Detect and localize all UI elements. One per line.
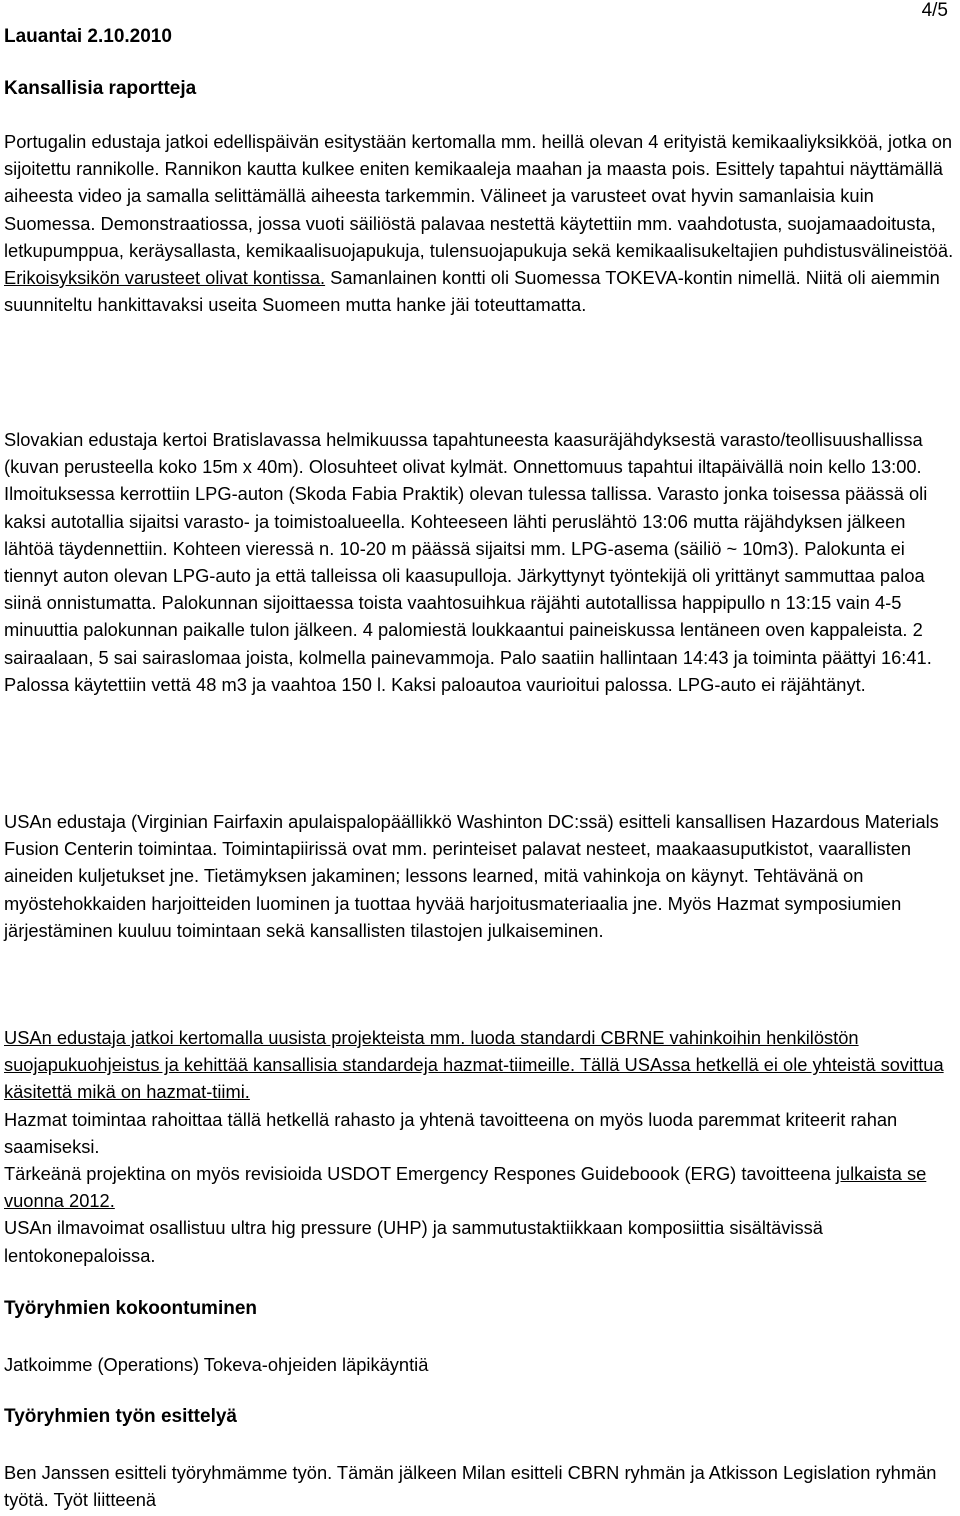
- usa-text: USAn edustaja (Virginian Fairfaxin apulaispalopäällikkö Washinton DC:ssä) esitteli kansallisen Hazardous Materials Fusion Centerin toimintaa. Toimintapiirissä ovat mm. perinteiset palavat nesteet, maakaasuputkistot, vaarallisten aineiden kuljetukset jne. Tietämyksen jakaminen; lessons learned, mitä vahinkoja on käynyt. Tehtävänä on myöstehokkaiden harjoitteiden luominen ja tuottaa hyvää harjoitusmateriaalia jne. Myös Hazmat symposiumien järjestäminen kuuluu toimintaan sekä kansallisten tilastojen julkaiseminen.: [4, 811, 939, 941]
- section-title-national-reports: Kansallisia raportteja: [4, 78, 197, 99]
- usa-projects-underlined: USAn edustaja jatkoi kertomalla uusista projekteista mm. luoda standardi CBRNE vahinkoihin henkilöstön suojapukuohjeistus ja kehittää kansallisia standardeja hazmat-tiimeille. Tällä USAssa hetkellä ei ole yhteistä sovittua käsitettä mikä on hazmat-tiimi.: [4, 1027, 944, 1103]
- section-title-working-group-presentations: Työryhmien työn esittelyä: [4, 1406, 237, 1427]
- portugal-underlined-text: Erikoisyksikön varusteet olivat kontissa.: [4, 267, 326, 289]
- presentations-text: Ben Janssen esitteli työryhmämme työn. Tämän jälkeen Milan esitteli CBRN ryhmän ja Atkisson Legislation ryhmän työtä. Työt liitteenä: [4, 1462, 937, 1511]
- portugal-text: Portugalin edustaja jatkoi edellispäivän esitystään kertomalla mm. heillä olevan 4 erityistä kemikaaliyksikköä, jotka on sijoitettu rannikolle. Rannikon kautta kulkee eniten kemikaaleja maahan ja maasta pois. Esittely tapahtui näyttämällä aiheesta video ja samalla selittämällä aiheesta tarkemmin. Välineet ja varusteet ovat hyvin samanlaisia kuin Suomessa. Demonstraatiossa, jossa vuoti säiliöstä palavaa nestettä käytettiin mm. vaahdotusta, suojamaadoitusta, letkupumppua, keräysallasta, kemikaalisuojapukuja, tulensuojapukuja sekä kemikaalisukeltajien puhdistusvälineistöä.: [4, 131, 954, 261]
- usa-funding-text: Hazmat toimintaa rahoittaa tällä hetkellä rahasto ja yhtenä tavoitteena on myös luoda paremmat kriteerit rahan saamiseksi.: [4, 1108, 898, 1157]
- usa-erg-line: [4, 1160, 956, 1214]
- usa-projects-paragraph: [4, 1024, 956, 1269]
- portugal-paragraph: [4, 128, 956, 318]
- portugal-text-2: Samanlainen kontti oli Suomessa TOKEVA-kontin nimellä. Niitä oli aiemmin suunniteltu hankittavaksi useita Suomeen mutta hanke jäi toteuttamatta.: [4, 267, 940, 316]
- usa-airforce-text: USAn ilmavoimat osallistuu ultra hig pressure (UHP) ja sammutustaktiikkaan komposiittia sisältävissä lentokonepaloissa.: [4, 1217, 823, 1266]
- section-title-working-groups: Työryhmien kokoontuminen: [4, 1298, 258, 1319]
- working-groups-text: Jatkoimme (Operations) Tokeva-ohjeiden läpikäyntiä: [4, 1354, 429, 1375]
- page-number: 4/5: [921, 0, 948, 21]
- document-date: Lauantai 2.10.2010: [4, 26, 172, 47]
- usa-erg-underlined: julkaista se vuonna 2012.: [4, 1163, 927, 1212]
- usa-paragraph: [4, 808, 956, 944]
- slovakia-paragraph: [4, 426, 956, 698]
- slovakia-text: Slovakian edustaja kertoi Bratislavassa helmikuussa tapahtuneesta kaasuräjähdyksestä varasto/teollisuushallissa (kuvan perusteella koko 15m x 40m). Olosuhteet olivat kylmät. Onnettomuus tapahtui iltapäivällä noin kello 13:00. Ilmoituksessa kerrottiin LPG-auton (Skoda Fabia Praktik) olevan tulessa tallissa. Varasto jonka toisessa päässä oli kaksi autotallia sijaitsi varasto- ja toimistoalueella. Kohteeseen lähti peruslähtö 13:06 mutta räjähdyksen jälkeen lähtöä täydennettiin. Kohteen vieressä n. 10-20 m päässä sijaitsi mm. LPG-asema (säiliö ~ 10m3). Palokunta ei tiennyt auton olevan LPG-auto ja että talleissa oli kaasupulloja. Järkyttynyt työntekijä oli yrittänyt sammuttaa paloa siinä onnistumatta. Palokunnan sijoittaessa toista vaahtosuihkua räjähti autotallissa happipullo n 13:15 vain 4-5 minuuttia palokunnan paikalle tulon jälkeen. 4 palomiestä loukkaantui paineiskussa lentäneen oven kappaleista. 2 sairaalaan, 5 sai sairaslomaa joista, kolmella painevammoja. Palo saatiin hallintaan 14:43 ja toiminta päättyi 16:41. Palossa käytettiin vettä 48 m3 ja vaahtoa 150 l. Kaksi paloautoa vaurioitui palossa. LPG-auto ei räjähtänyt.: [4, 429, 932, 695]
- usa-erg-text: Tärkeänä projektina on myös revisioida USDOT Emergency Respones Guideboook (ERG) tavoitteena: [4, 1163, 831, 1185]
